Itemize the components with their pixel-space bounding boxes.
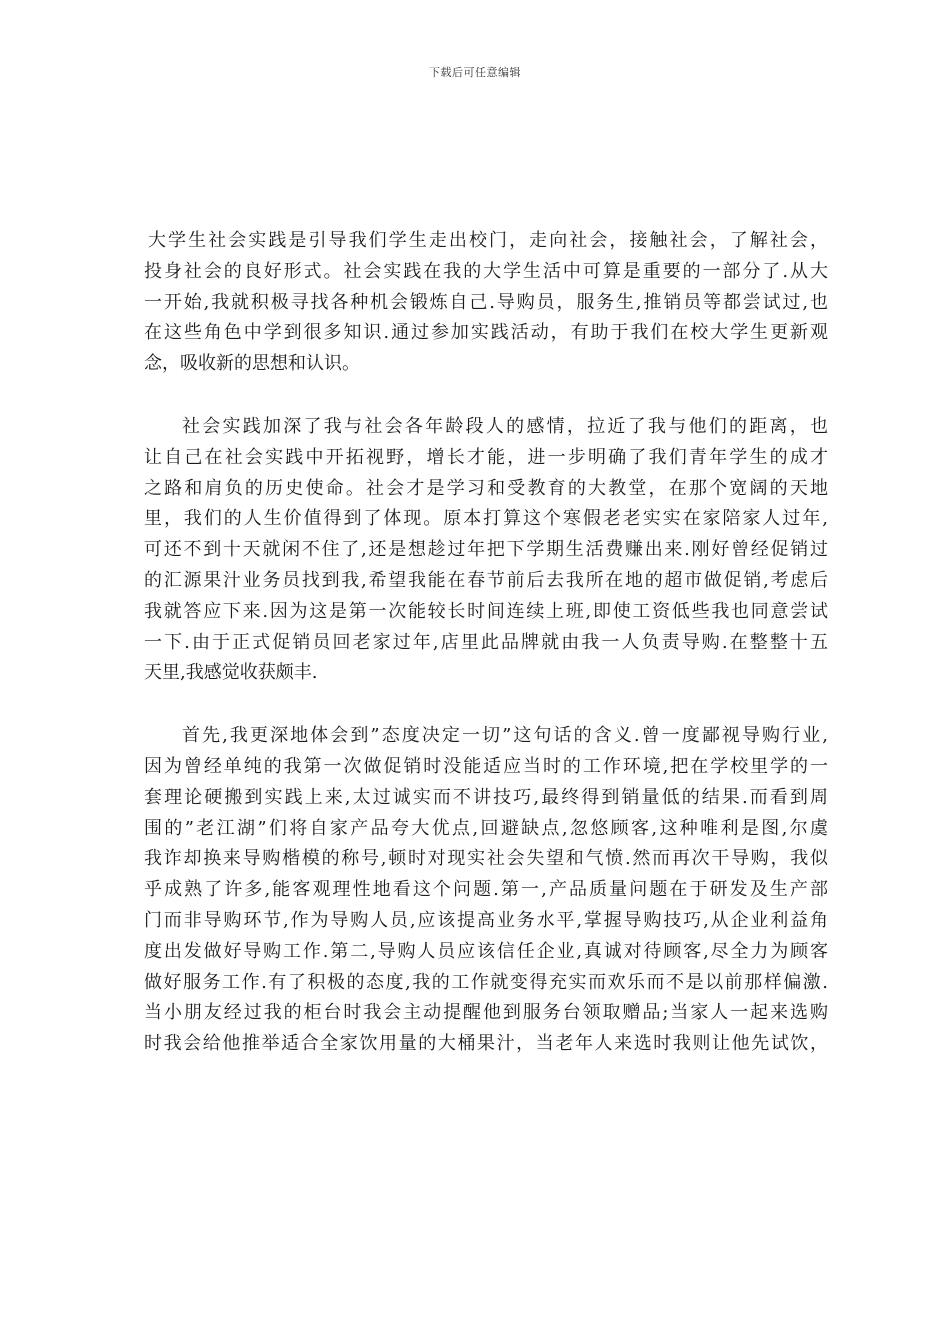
text-line: 因为曾经单纯的我第一次做促销时没能适应当时的工作环境,把在学校里学的一: [144, 755, 828, 777]
text-line: 社会实践加深了我与社会各年龄段人的感情，拉近了我与他们的距离，也: [182, 415, 828, 437]
page-header: 下载后可任意编辑: [429, 66, 521, 79]
text-line: 围的”老江湖”们将自家产品夸大优点,回避缺点,忽悠顾客,这种唯利是图,尔虞: [144, 817, 828, 839]
text-line: 我诈却换来导购楷模的称号,顿时对现实社会失望和气愤.然而再次干导购，我似: [144, 848, 828, 870]
text-line: 套理论硬搬到实践上来,太过诚实而不讲技巧,最终得到销量低的结果.而看到周: [144, 786, 828, 808]
document-body: [144, 226, 828, 1060]
text-line: 的汇源果汁业务员找到我,希望我能在春节前后去我所在地的超市做促销,考虑后: [144, 569, 828, 591]
text-line: 度出发做好导购工作.第二,导购人员应该信任企业,真诚对待顾客,尽全力为顾客: [144, 940, 828, 962]
text-line: 投身社会的良好形式。社会实践在我的大学生活中可算是重要的一部分了.从大: [144, 260, 828, 282]
text-line: 之路和肩负的历史使命。社会才是学习和受教育的大教堂，在那个宽阔的天地: [144, 477, 828, 499]
text-line: 时我会给他推举适合全家饮用量的大桶果汁，当老年人来选时我则让他先试饮，: [144, 1033, 828, 1055]
text-line: 乎成熟了许多,能客观理性地看这个问题.第一,产品质量问题在于研发及生产部: [144, 879, 828, 901]
text-line: 当小朋友经过我的柜台时我会主动提醒他到服务台领取赠品;当家人一起来选购: [144, 1002, 828, 1024]
text-line: 让自己在社会实践中开拓视野，增长才能，进一步明确了我们青年学生的成才: [144, 446, 828, 468]
paragraph-3: [144, 721, 828, 1060]
text-line: 做好服务工作.有了积极的态度,我的工作就变得充实而欢乐而不是以前那样偏激.: [144, 971, 828, 993]
paragraph-1: [144, 226, 828, 380]
text-line: 门而非导购环节,作为导购人员,应该提高业务水平,掌握导购技巧,从企业利益角: [144, 909, 828, 931]
text-line: 在这些角色中学到很多知识.通过参加实践活动，有助于我们在校大学生更新观: [144, 322, 828, 344]
text-line: 我就答应下来.因为这是第一次能较长时间连续上班,即使工资低些我也同意尝试: [144, 600, 828, 622]
text-line: 一下.由于正式促销员回老家过年,店里此品牌就由我一人负责导购.在整整十五: [144, 631, 828, 653]
paragraph-2: [144, 412, 828, 689]
text-line: 里，我们的人生价值得到了体现。原本打算这个寒假老老实实在家陪家人过年,: [144, 508, 828, 530]
text-line: 念，吸收新的思想和认识。: [144, 353, 360, 375]
text-line: 可还不到十天就闲不住了,还是想趁过年把下学期生活费赚出来.刚好曾经促销过: [144, 539, 828, 561]
text-line: 首先,我更深地体会到”态度决定一切”这句话的含义.曾一度鄙视导购行业,: [182, 725, 828, 747]
text-line: 一开始,我就积极寻找各种机会锻炼自己.导购员，服务生,推销员等都尝试过,也: [144, 291, 828, 313]
text-line: 大学生社会实践是引导我们学生走出校门，走向社会，接触社会，了解社会，: [148, 230, 828, 251]
text-line: 天里,我感觉收获颇丰.: [144, 662, 318, 684]
